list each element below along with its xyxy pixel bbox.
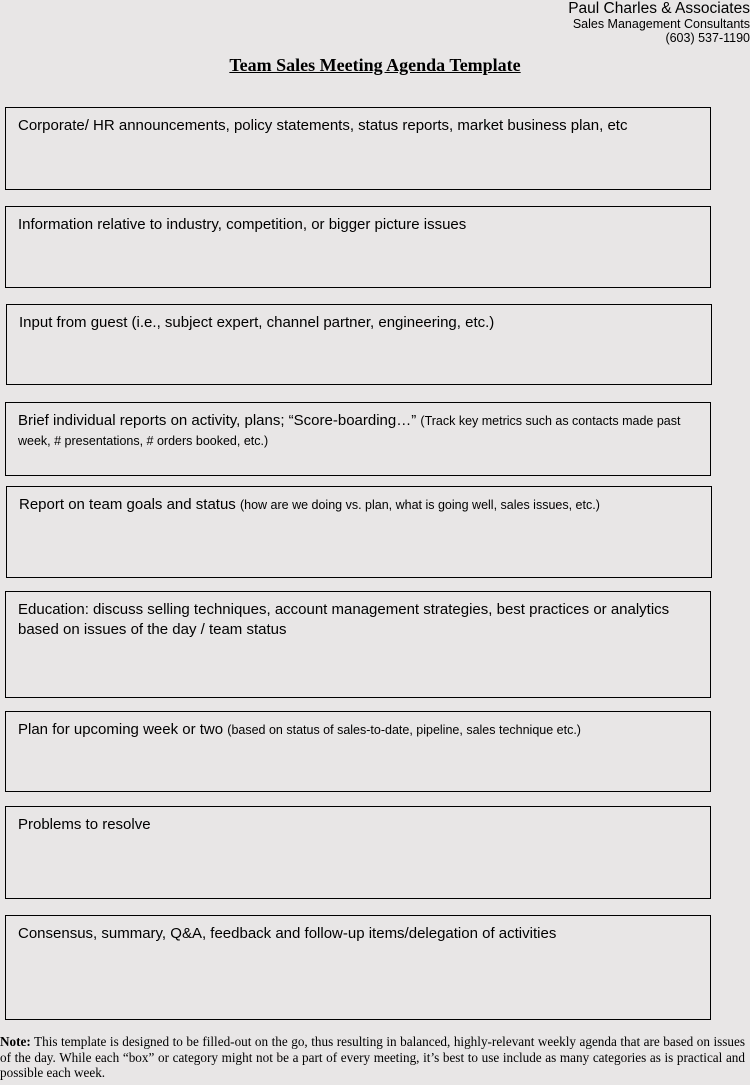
- agenda-box-guest-input[interactable]: [6, 304, 712, 385]
- agenda-box-corporate[interactable]: [5, 107, 711, 190]
- page-title: Team Sales Meeting Agenda Template: [229, 55, 521, 75]
- agenda-box-label: Report on team goals and status (how are we doing vs. plan, what is going well, sales issues, etc.): [19, 496, 600, 513]
- agenda-box-label: Input from guest (i.e., subject expert, channel partner, engineering, etc.): [19, 314, 495, 331]
- agenda-box-label: Plan for upcoming week or two (based on status of sales-to-date, pipeline, sales technique etc.): [18, 721, 581, 738]
- agenda-box-problems[interactable]: [5, 806, 711, 899]
- agenda-box-label: Education: discuss selling techniques, account management strategies, best practices or analytics based on issues of the day / team status: [18, 601, 670, 638]
- agenda-box-label: Problems to resolve: [18, 816, 151, 833]
- footer-note: [0, 1034, 745, 1081]
- company-tagline: Sales Management Consultants: [572, 17, 750, 32]
- company-header: [568, 0, 750, 45]
- company-name: Paul Charles & Associates: [568, 0, 750, 17]
- agenda-box-education[interactable]: [5, 591, 711, 698]
- agenda-box-upcoming-plan[interactable]: [5, 711, 711, 792]
- company-phone: (603) 537-1190: [665, 31, 750, 46]
- agenda-box-detail: (based on status of sales-to-date, pipeline, sales technique etc.): [227, 723, 581, 737]
- agenda-box-label: Consensus, summary, Q&A, feedback and follow-up items/delegation of activities: [18, 925, 557, 942]
- note-text: This template is designed to be filled-out on the go, thus resulting in balanced, highly-relevant weekly agenda that are based on issues of the day. While each “box” or category might not be a part of every meeting, it’s best to use include as many categories as is practical and possible each week.: [0, 1034, 745, 1081]
- agenda-box-label: Information relative to industry, competition, or bigger picture issues: [18, 216, 467, 233]
- agenda-box-label: Brief individual reports on activity, plans; “Score-boarding…” (Track key metrics such as contacts made past week, # presentations, # orders booked, etc.): [18, 412, 681, 448]
- note-label: Note:: [0, 1034, 31, 1049]
- agenda-box-industry[interactable]: [5, 206, 711, 288]
- agenda-box-detail: (how are we doing vs. plan, what is going well, sales issues, etc.): [239, 498, 600, 512]
- agenda-box-individual-reports[interactable]: [5, 402, 711, 476]
- agenda-box-detail: (Track key metrics such as contacts made past week, # presentations, # orders booked, etc.): [18, 414, 681, 448]
- agenda-box-team-goals[interactable]: [6, 486, 712, 578]
- agenda-box-consensus[interactable]: [5, 915, 711, 1020]
- agenda-box-label: Corporate/ HR announcements, policy statements, status reports, market business plan, etc: [18, 117, 628, 134]
